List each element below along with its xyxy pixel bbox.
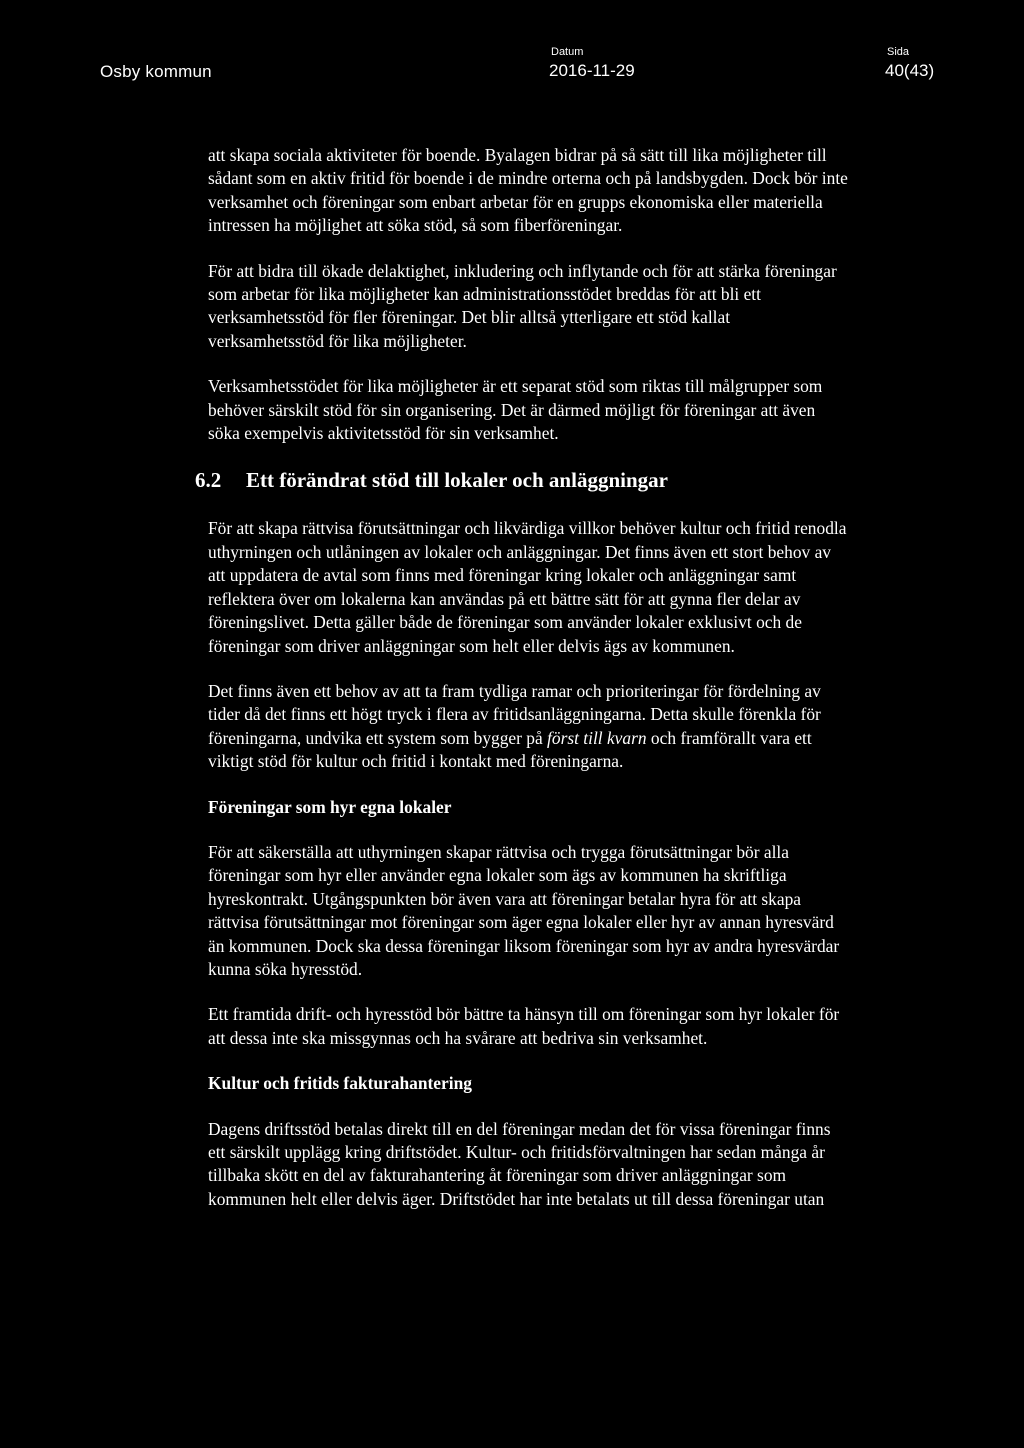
subheading: Föreningar som hyr egna lokaler [208,796,452,817]
page-number: 40(43) [885,61,935,80]
organization-name: Osby kommun [100,62,212,81]
page-number-block [885,45,934,82]
paragraph-text: Det finns även ett behov av att ta fram tydliga ramar och prioriteringar för fördelning av tider då det finns ett högt tryck i flera av fritidsanläggningarna. Detta skulle förenkla för föreningarna, undvika ett system som bygger på [208,680,821,748]
subheading: Kultur och fritids fakturahantering [208,1073,472,1094]
italic-phrase: först till kvarn [547,727,647,748]
section-number: 6.2 [195,468,222,493]
paragraph [208,680,848,774]
paragraph: För att säkerställa att uthyrningen skapar rättvisa och trygga förutsättningar bör alla föreningar som hyr eller använder egna lokaler som ägs av kommunen ha skriftliga hyreskontrakt. Utgångspunkten bör även vara att föreningar betalar hyra för att skapa rättvisa förutsättningar mot föreningar som äger egna lokaler eller hyr av annan hyresvärd än kommunen. Dock ska dessa föreningar liksom föreningar som hyr av andra hyresvärdar kunna söka hyresstöd. [208,841,840,979]
paragraph: att skapa sociala aktiviteter för boende. Byalagen bidrar på så sätt till lika möjligheter till sådant som en aktiv fritid för boende i de mindre orterna och på landsbygden. Dock bör inte verksamhet och föreningar som enbart arbetar för en grupps ekonomiska eller materiella intressen ha möjlighet att söka stöd, så som fiberföreningar. [208,145,848,236]
section-title: Ett förändrat stöd till lokaler och anläggningar [246,468,668,493]
date-label: Datum [551,46,584,58]
date-value: 2016-11-29 [549,61,635,80]
paragraph: Dagens driftsstöd betalas direkt till en del föreningar medan det för vissa föreningar finns ett särskilt upplägg kring driftstödet. Kultur- och fritidsförvaltningen har sedan många år tillbaka skött en del av fakturahantering åt föreningar som driver anläggningar som kommunen helt eller delvis äger. Driftstödet har inte betalats ut till dessa föreningar utan [208,1118,831,1209]
paragraph: Ett framtida drift- och hyresstöd bör bättre ta hänsyn till om föreningar som hyr lokaler för att dessa inte ska missgynnas och ha svårare att bedriva sin verksamhet. [208,1004,840,1048]
page-label: Sida [887,46,910,58]
section-heading [195,467,848,493]
paragraph: För att skapa rättvisa förutsättningar och likvärdiga villkor behöver kultur och fritid renodla uthyrningen och utlåningen av lokaler och anläggningar. Det finns även ett stort behov av att uppdatera de avtal som finns med föreningar kring lokaler och anläggningar samt reflektera över om lokalerna kan användas på ett bättre sätt för att gynna fler delar av föreningslivet. Detta gäller både de föreningar som använder lokaler exklusivt och de föreningar som driver anläggningar som helt eller delvis ägs av kommunen. [208,518,847,656]
document-body [195,144,848,1233]
paragraph: Verksamhetsstödet för lika möjligheter är ett separat stöd som riktas till målgrupper som behöver särskilt stöd för sin organisering. Det är därmed möjligt för föreningar att även söka exempelvis aktivitetsstöd för sin verksamhet. [208,376,823,444]
date-block [549,45,635,82]
page-header [0,0,1024,100]
paragraph-text: och framförallt vara ett viktigt stöd för kultur och fritid i kontakt med föreningarna. [208,727,812,772]
paragraph: För att bidra till ökade delaktighet, inkludering och inflytande och för att stärka föreningar som arbetar för lika möjligheter kan administrationsstödet breddas för att bli ett verksamhetsstöd för fler föreningar. Det blir alltså ytterligare ett stöd kallat verksamhetsstöd för lika möjligheter. [208,260,837,351]
